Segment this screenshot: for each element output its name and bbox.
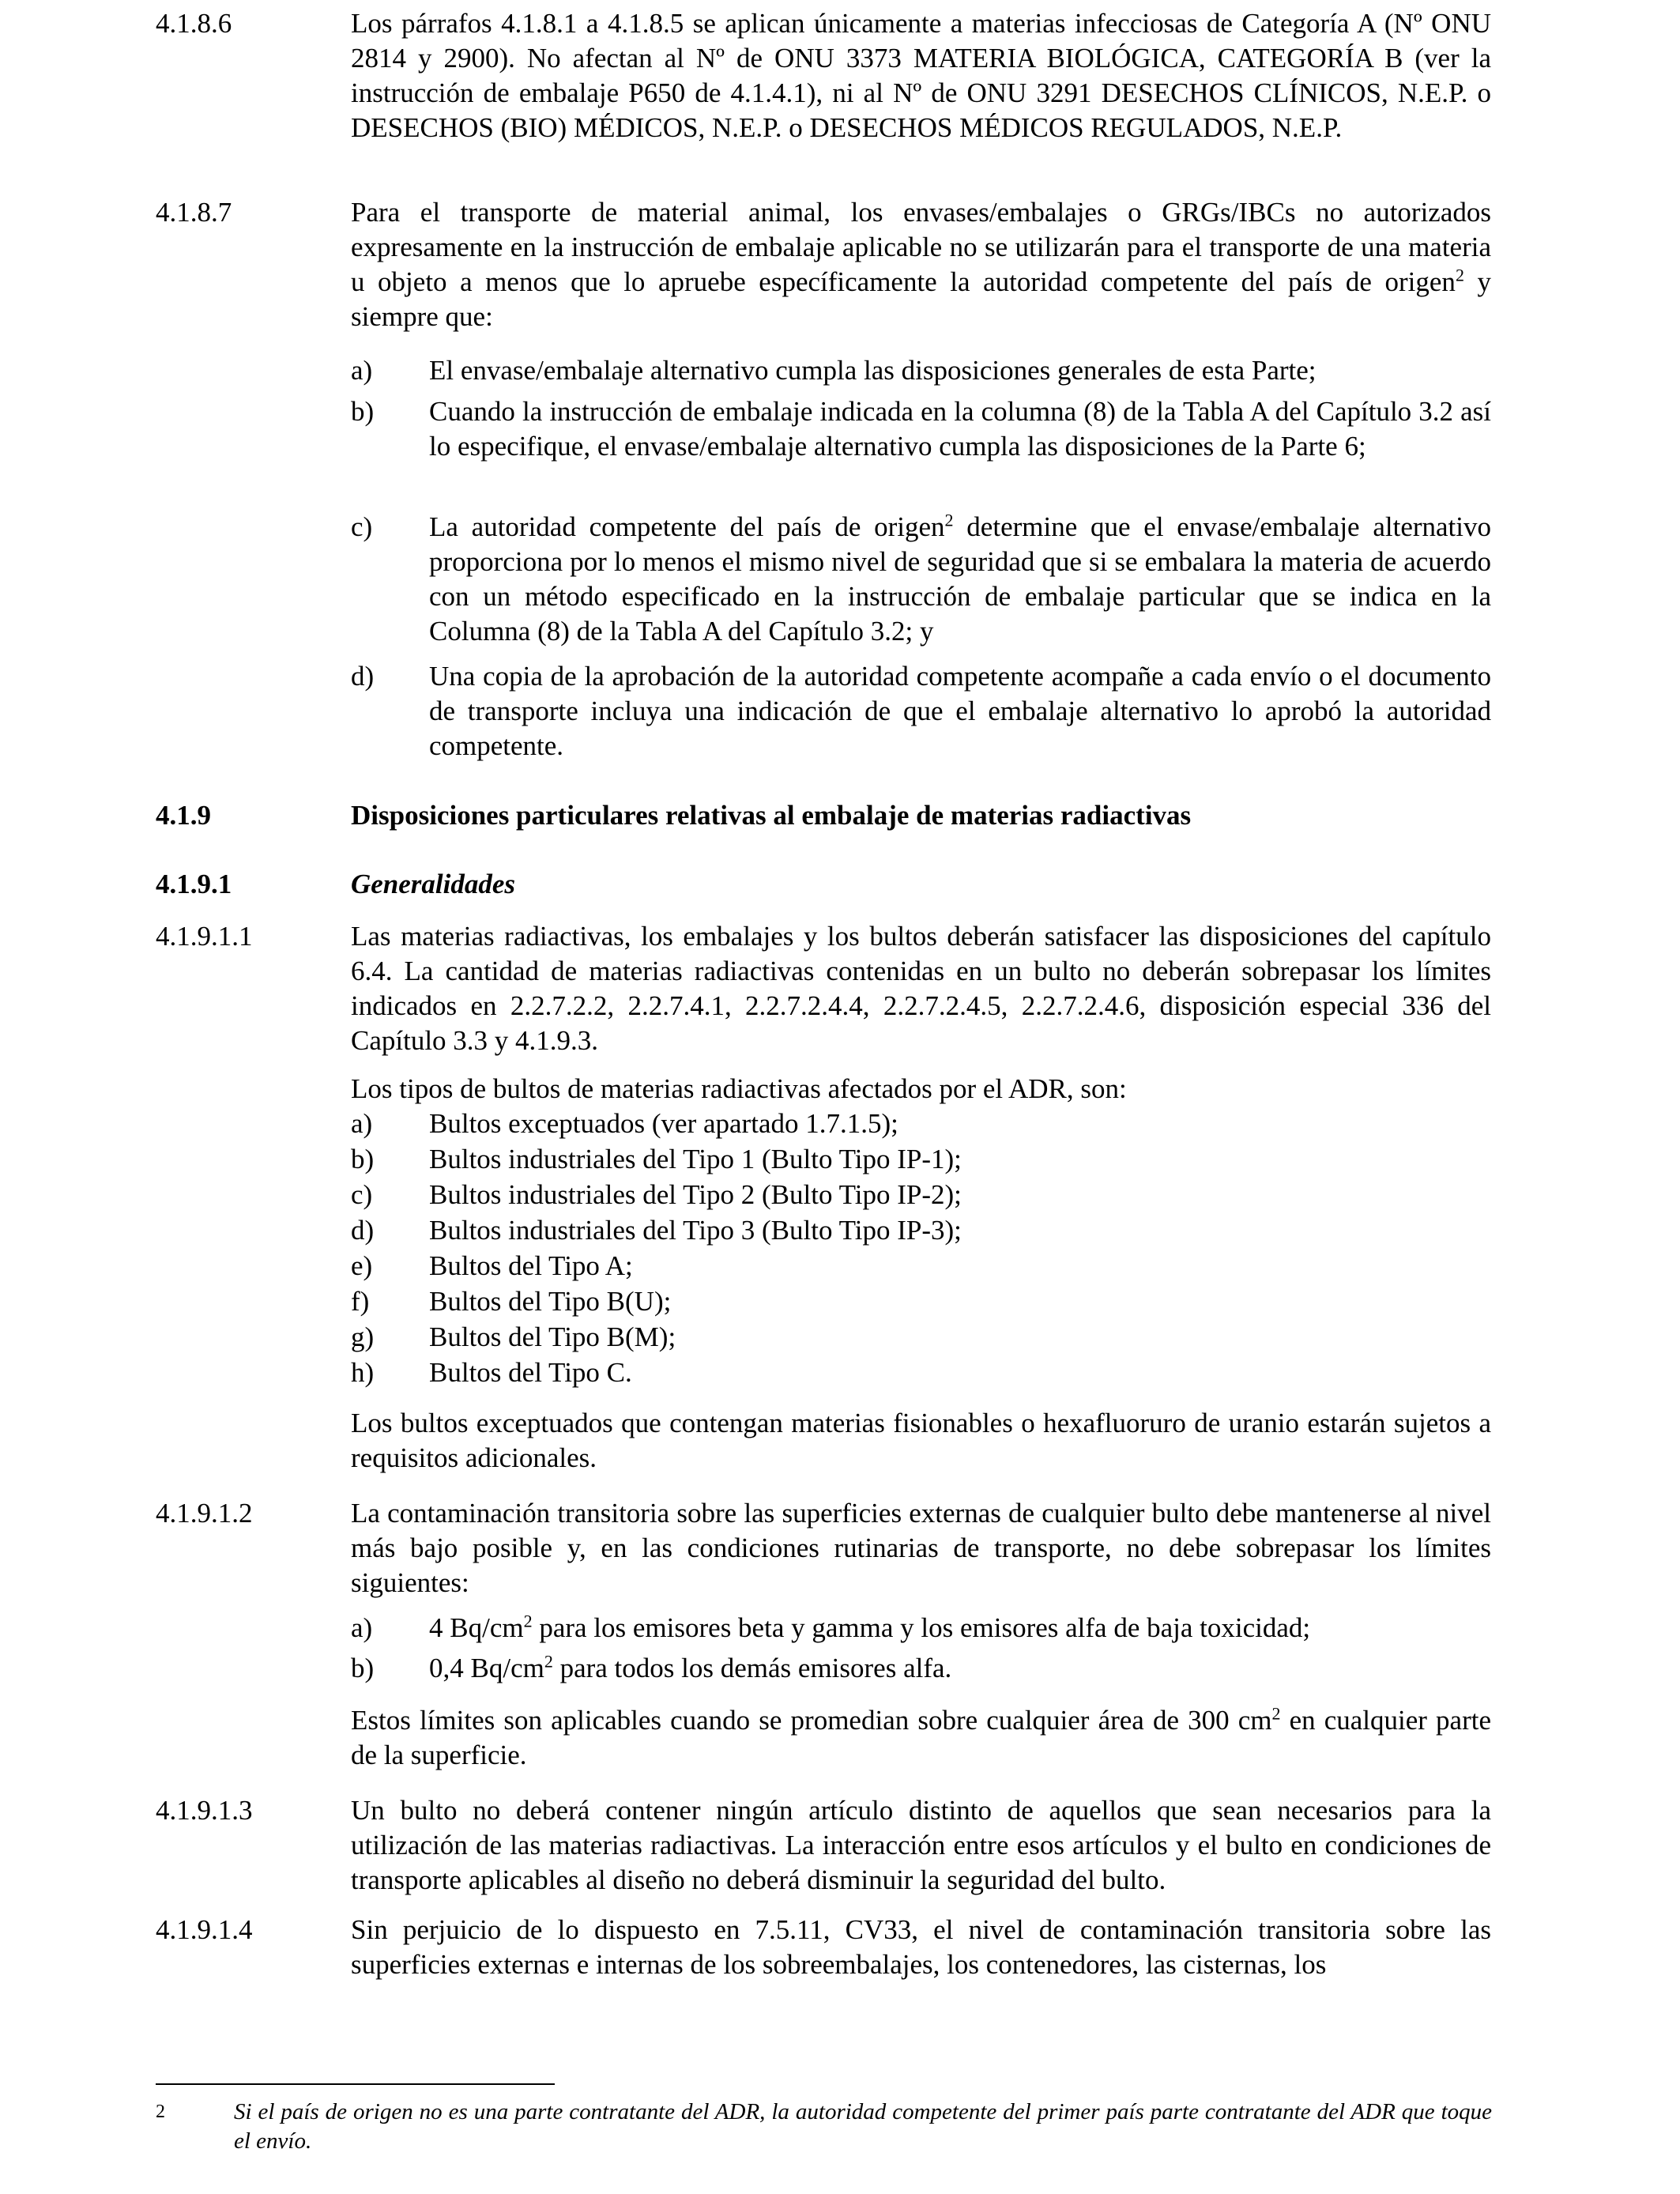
section-number: 4.1.9.1.3 <box>156 1795 253 1826</box>
paragraph: Para el transporte de material animal, los envases/embalajes o GRGs/IBCs no autorizados expresamente en la instrucción de embalaje aplicable no se utilizarán para el transporte de una materia u objeto a menos que lo apruebe específicamente la autoridad competente del país de origen$^2$ y siempre que: <box>351 197 1491 332</box>
list-text: Bultos exceptuados (ver apartado 1.7.1.5); <box>429 1108 898 1139</box>
list-text: Bultos industriales del Tipo 2 (Bulto Tipo IP-2); <box>429 1179 962 1210</box>
list-text: Bultos industriales del Tipo 1 (Bulto Tipo IP-1); <box>429 1144 962 1174</box>
list-text: 0,4 $Bq/cm^2$ para todos los demás emisores alfa. <box>429 1651 952 1683</box>
list-text: El envase/embalaje alternativo cumpla las disposiciones generales de esta Parte; <box>429 355 1317 386</box>
list-label: e) <box>351 1250 373 1281</box>
section-number: 4.1.9.1 <box>156 869 232 899</box>
paragraph: Los tipos de bultos de materias radiactivas afectados por el ADR, son: <box>351 1073 1127 1104</box>
section-number: 4.1.9 <box>156 800 211 831</box>
list-label: a) <box>351 355 373 386</box>
list-text: Bultos del Tipo B(M); <box>429 1321 676 1352</box>
list-label: h) <box>351 1357 375 1388</box>
list-label: b) <box>351 396 375 427</box>
list-text: Bultos del Tipo A; <box>429 1250 633 1281</box>
section-title: Generalidades <box>351 869 516 899</box>
list-label: b) <box>351 1144 375 1174</box>
list-label: c) <box>351 1179 373 1210</box>
list-text: Bultos del Tipo C. <box>429 1357 632 1388</box>
paragraph: Sin perjuicio de lo dispuesto en 7.5.11, CV33, el nivel de contaminación transitoria sobre las superficies externas e internas de los sobreembalajes, los contenedores, las cisternas, los <box>351 1914 1491 1980</box>
list-label: a) <box>351 1612 373 1643</box>
list-label: d) <box>351 661 375 692</box>
paragraph: Un bulto no deberá contener ningún artículo distinto de aquellos que sean necesarios para la utilización de las materias radiactivas. La interacción entre esos artículos y el bulto en condiciones de transporte aplicables al diseño no deberá disminuir la seguridad del bulto. <box>351 1795 1491 1895</box>
footnote-ref: 2 <box>1455 265 1464 285</box>
list-text: 4 $Bq/cm^2$ para los emisores beta y gamma y los emisores alfa de baja toxicidad; <box>429 1611 1311 1643</box>
list-label: a) <box>351 1108 373 1139</box>
list-text: La autoridad competente del país de origen$^2$ determine que el envase/embalaje alternativo proporciona por lo menos el mismo nivel de seguridad que si se embalara la materia de acuerdo con un método especificado en la instrucción de embalaje particular que se indica en la Columna (8) de la Tabla A del Capítulo 3.2; y <box>429 510 1491 647</box>
section-number: 4.1.8.6 <box>156 8 232 39</box>
list-label: d) <box>351 1215 375 1246</box>
section-number: 4.1.9.1.1 <box>156 921 253 952</box>
footnote-text: Si el país de origen no es una parte contratante del ADR, la autoridad competente del primer país parte contratante del ADR que toque el envío. <box>234 2099 1492 2154</box>
paragraph: Estos límites son aplicables cuando se promedian sobre cualquier área de 300 $cm^2$ en cualquier parte de la superficie. <box>351 1703 1491 1770</box>
footnote-separator <box>156 2083 555 2085</box>
section-title: Disposiciones particulares relativas al embalaje de materias radiactivas <box>351 800 1192 831</box>
list-text: Bultos del Tipo B(U); <box>429 1286 672 1317</box>
list-label: g) <box>351 1321 375 1352</box>
paragraph: Las materias radiactivas, los embalajes y los bultos deberán satisfacer las disposiciones del capítulo 6.4. La cantidad de materias radiactivas contenidas en un bulto no deberán sobrepasar los límites indicados en 2.2.7.2.2, 2.2.7.4.1, 2.2.7.2.4.4, 2.2.7.2.4.5, 2.2.7.2.4.6, disposición especial 336 del Capítulo 3.3 y 4.1.9.3. <box>351 921 1491 1056</box>
list-label: f) <box>351 1286 370 1317</box>
paragraph: Los párrafos 4.1.8.1 a 4.1.8.5 se aplican únicamente a materias infecciosas de Categoría A (Nº ONU 2814 y 2900). No afectan al Nº de ONU 3373 MATERIA BIOLÓGICA, CATEGORÍA B (ver la instrucción de embalaje P650 de 4.1.4.1), ni al Nº de ONU 3291 DESECHOS CLÍNICOS, N.E.P. o DESECHOS (BIO) MÉDICOS, N.E.P. o DESECHOS MÉDICOS REGULADOS, N.E.P. <box>351 8 1491 143</box>
list-label: b) <box>351 1653 375 1683</box>
paragraph: Los bultos exceptuados que contengan materias fisionables o hexafluoruro de uranio estarán sujetos a requisitos adicionales. <box>351 1408 1491 1473</box>
footnote-number: 2 <box>156 2102 165 2122</box>
footnote-ref: 2 <box>944 510 954 530</box>
list-text: Cuando la instrucción de embalaje indicada en la columna (8) de la Tabla A del Capítulo 3.2 así lo especifique, el envase/embalaje alternativo cumpla las disposiciones de la Parte 6; <box>429 396 1491 462</box>
list-label: c) <box>351 511 373 542</box>
section-number: 4.1.9.1.4 <box>156 1914 253 1945</box>
section-number: 4.1.9.1.2 <box>156 1498 253 1529</box>
section-number: 4.1.8.7 <box>156 197 232 228</box>
paragraph: La contaminación transitoria sobre las superficies externas de cualquier bulto debe mantenerse al nivel más bajo posible y, en las condiciones rutinarias de transporte, no debe sobrepasar los límites siguientes: <box>351 1498 1491 1598</box>
list-text: Bultos industriales del Tipo 3 (Bulto Tipo IP-3); <box>429 1215 962 1246</box>
list-text: Una copia de la aprobación de la autoridad competente acompañe a cada envío o el documento de transporte incluya una indicación de que el embalaje alternativo lo aprobó la autoridad competente. <box>429 661 1491 761</box>
